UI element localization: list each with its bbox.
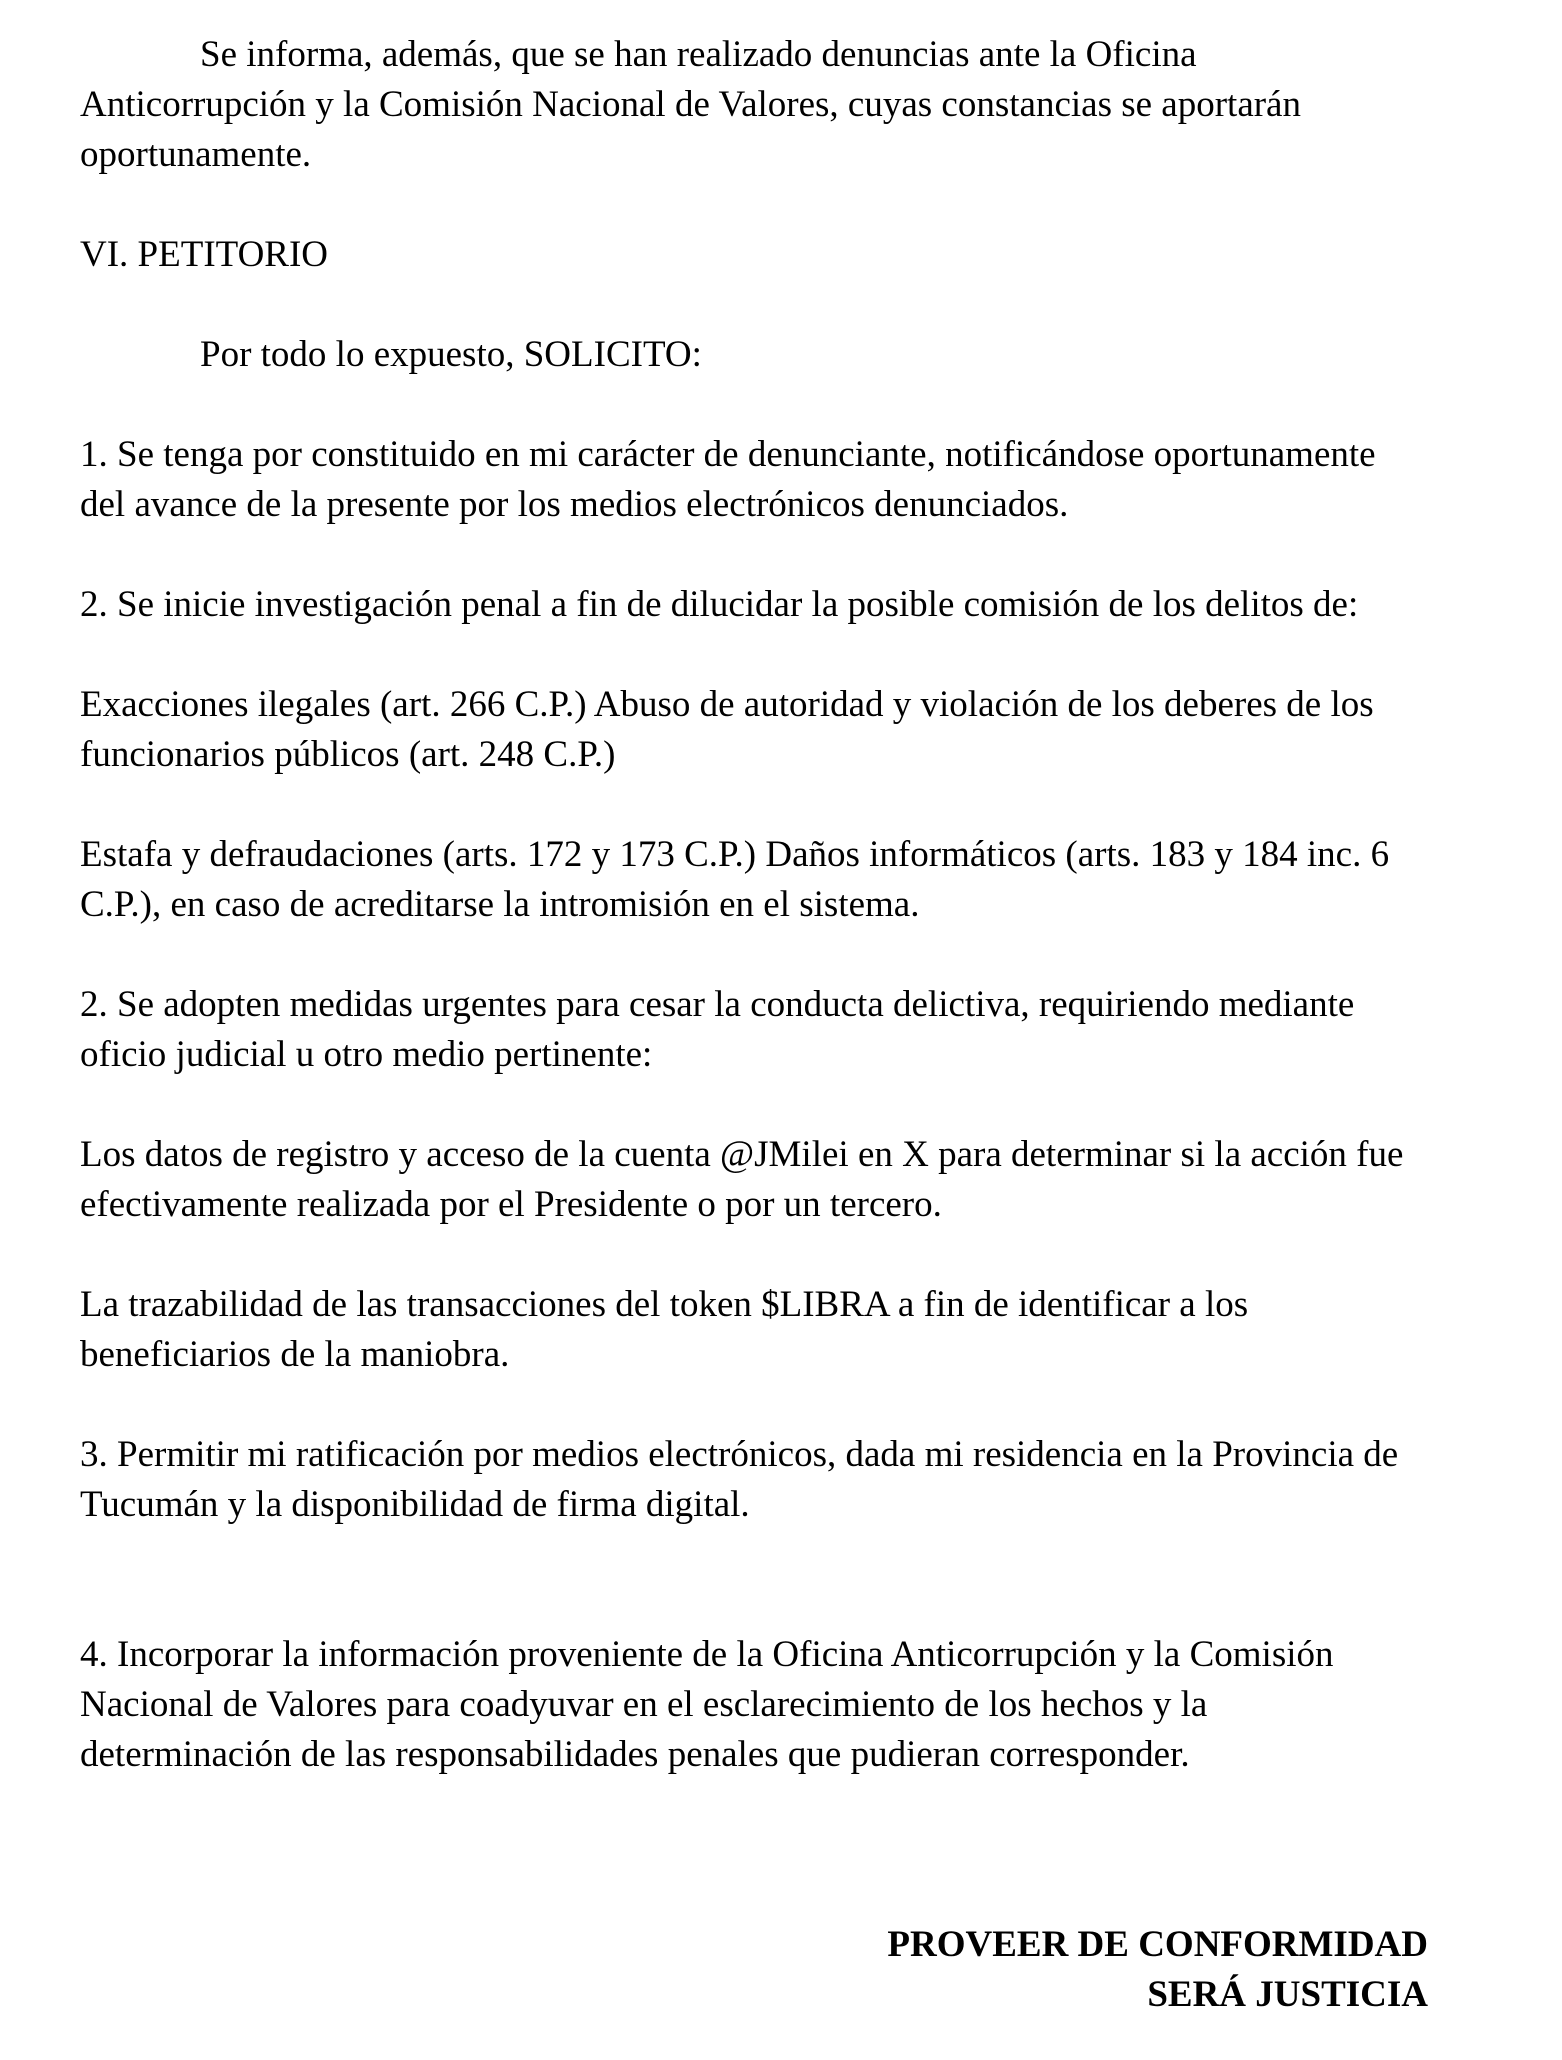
- petition-item-2: 2. Se inicie investigación penal a fin de dilucidar la posible comisión de los delitos de:: [80, 584, 1359, 625]
- petition-item-4: 4. Incorporar la información proveniente de la Oficina Anticorrupción y la Comisión Nacional de Valores para coadyuvar en el esclarecimiento de los hechos y la determinación de las responsabilidades penales que pudieran corresponder.: [80, 1634, 1334, 1775]
- petition-crimes-estafa: Estafa y defraudaciones (arts. 172 y 173 C.P.) Daños informáticos (arts. 183 y 184 inc. 6 C.P.), en caso de acreditarse la intromisión en el sistema.: [80, 834, 1390, 925]
- solicito-line: Por todo lo expuesto, SOLICITO:: [200, 334, 702, 375]
- closing-line-proveer: PROVEER DE CONFORMIDAD: [887, 1924, 1428, 1965]
- petition-crimes-exacciones: Exacciones ilegales (art. 266 C.P.) Abuso de autoridad y violación de los deberes de los funcionarios públicos (art. 248 C.P.): [80, 684, 1374, 775]
- petition-item-2b: 2. Se adopten medidas urgentes para cesar la conducta delictiva, requiriendo mediante oficio judicial u otro medio pertinente:: [80, 984, 1355, 1075]
- petition-item-3: 3. Permitir mi ratificación por medios electrónicos, dada mi residencia en la Provincia de Tucumán y la disponibilidad de firma digital.: [80, 1434, 1399, 1525]
- petition-measure-traceability: La trazabilidad de las transacciones del token $LIBRA a fin de identificar a los beneficiarios de la maniobra.: [80, 1284, 1249, 1375]
- petition-measure-account-data: Los datos de registro y acceso de la cuenta @JMilei en X para determinar si la acción fue efectivamente realizada por el Presidente o por un tercero.: [80, 1134, 1404, 1225]
- section-heading-petitorio: VI. PETITORIO: [80, 234, 329, 275]
- closing-block: [80, 1920, 1428, 2020]
- intro-paragraph: Se informa, además, que se han realizado denuncias ante la Oficina Anticorrupción y la Comisión Nacional de Valores, cuyas constancias se aportarán oportunamente.: [80, 34, 1301, 175]
- closing-line-sera-justicia: SERÁ JUSTICIA: [1147, 1974, 1428, 2015]
- petition-item-1: 1. Se tenga por constituido en mi carácter de denunciante, notificándose oportunamente del avance de la presente por los medios electrónicos denunciados.: [80, 434, 1376, 525]
